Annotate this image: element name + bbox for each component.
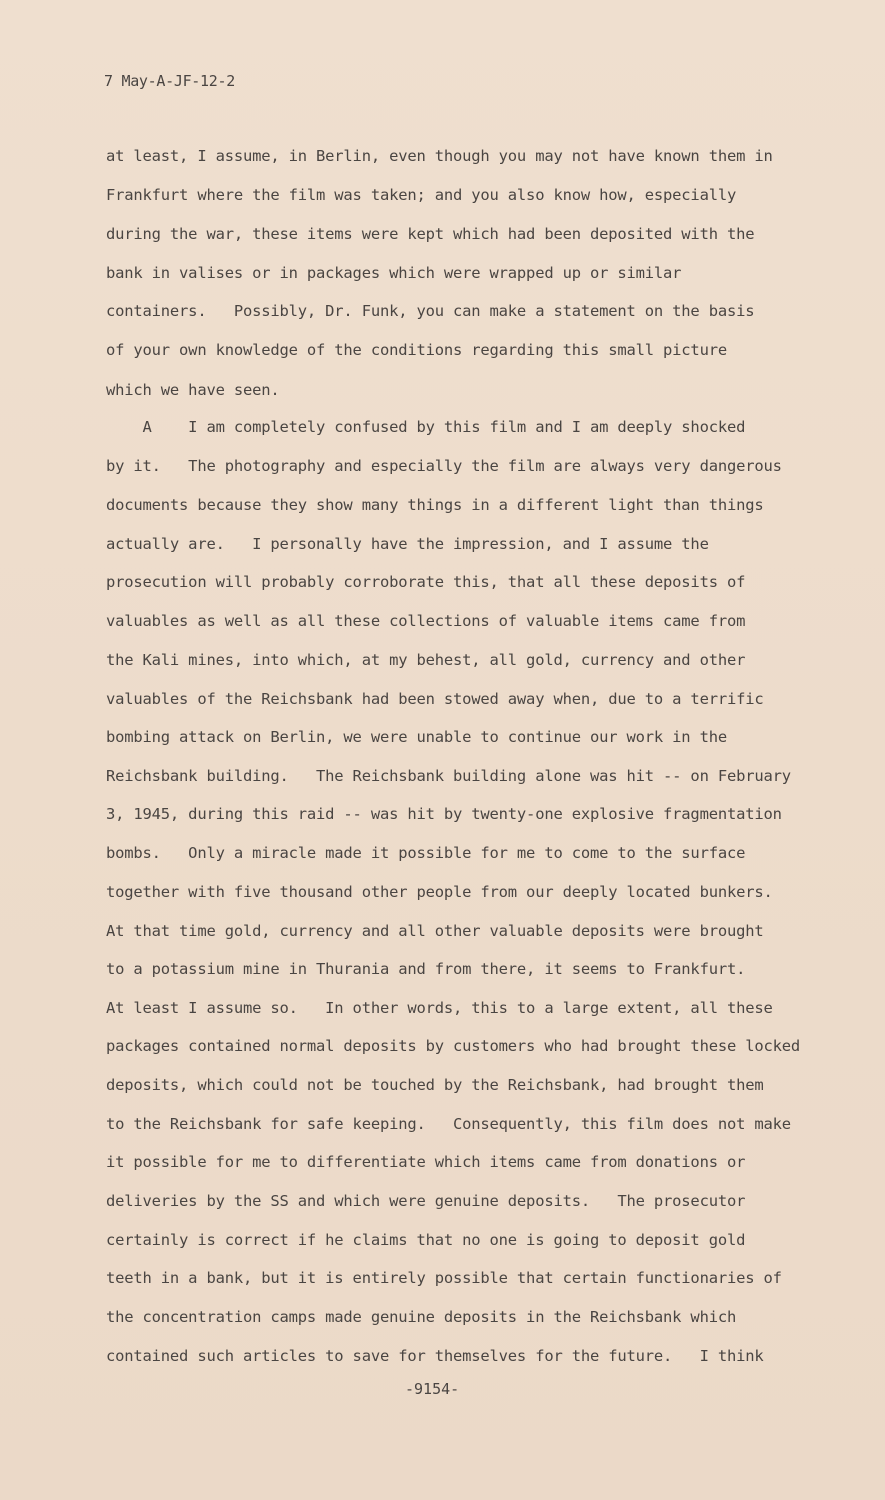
text-line: At least I assume so. In other words, this to a large extent, all these bbox=[106, 999, 773, 1017]
page-number: -9154- bbox=[405, 1380, 460, 1398]
text-line: teeth in a bank, but it is entirely possible that certain functionaries of bbox=[106, 1269, 782, 1287]
text-line: A I am completely confused by this film and I am deeply shocked bbox=[106, 418, 746, 436]
text-line: deposits, which could not be touched by the Reichsbank, had brought them bbox=[106, 1076, 764, 1094]
text-line: at least, I assume, in Berlin, even though you may not have known them in bbox=[106, 147, 773, 165]
text-line: Frankfurt where the film was taken; and you also know how, especially bbox=[106, 186, 737, 204]
text-line: bombing attack on Berlin, we were unable to continue our work in the bbox=[106, 728, 727, 746]
text-line: certainly is correct if he claims that no one is going to deposit gold bbox=[106, 1231, 746, 1249]
text-line: together with five thousand other people from our deeply located bunkers. bbox=[106, 883, 773, 901]
text-line: documents because they show many things in a different light than things bbox=[106, 496, 764, 514]
text-line: prosecution will probably corroborate this, that all these deposits of bbox=[106, 573, 746, 591]
text-line: Reichsbank building. The Reichsbank building alone was hit -- on February bbox=[106, 767, 791, 785]
text-line: the concentration camps made genuine deposits in the Reichsbank which bbox=[106, 1308, 737, 1326]
document-header: 7 May-A-JF-12-2 bbox=[104, 72, 235, 90]
text-line: deliveries by the SS and which were genuine deposits. The prosecutor bbox=[106, 1192, 746, 1210]
text-line: by it. The photography and especially the film are always very dangerous bbox=[106, 457, 782, 475]
text-line: 3, 1945, during this raid -- was hit by twenty-one explosive fragmentation bbox=[106, 805, 782, 823]
text-line: containers. Possibly, Dr. Funk, you can make a statement on the basis bbox=[106, 302, 755, 320]
text-line: valuables as well as all these collections of valuable items came from bbox=[106, 612, 746, 630]
text-line: contained such articles to save for themselves for the future. I think bbox=[106, 1347, 764, 1365]
text-line: actually are. I personally have the impression, and I assume the bbox=[106, 535, 709, 553]
text-line: to the Reichsbank for safe keeping. Consequently, this film does not make bbox=[106, 1115, 791, 1133]
text-line: which we have seen. bbox=[106, 381, 280, 399]
text-line: of your own knowledge of the conditions regarding this small picture bbox=[106, 341, 727, 359]
text-line: At that time gold, currency and all other valuable deposits were brought bbox=[106, 922, 764, 940]
text-line: bombs. Only a miracle made it possible for me to come to the surface bbox=[106, 844, 746, 862]
text-line: to a potassium mine in Thurania and from there, it seems to Frankfurt. bbox=[106, 960, 746, 978]
text-line: during the war, these items were kept which had been deposited with the bbox=[106, 225, 755, 243]
text-line: valuables of the Reichsbank had been stowed away when, due to a terrific bbox=[106, 690, 764, 708]
text-line: the Kali mines, into which, at my behest, all gold, currency and other bbox=[106, 651, 746, 669]
text-line: packages contained normal deposits by customers who had brought these locked bbox=[106, 1037, 801, 1055]
text-line: bank in valises or in packages which were wrapped up or similar bbox=[106, 264, 682, 282]
text-line: it possible for me to differentiate which items came from donations or bbox=[106, 1153, 746, 1171]
